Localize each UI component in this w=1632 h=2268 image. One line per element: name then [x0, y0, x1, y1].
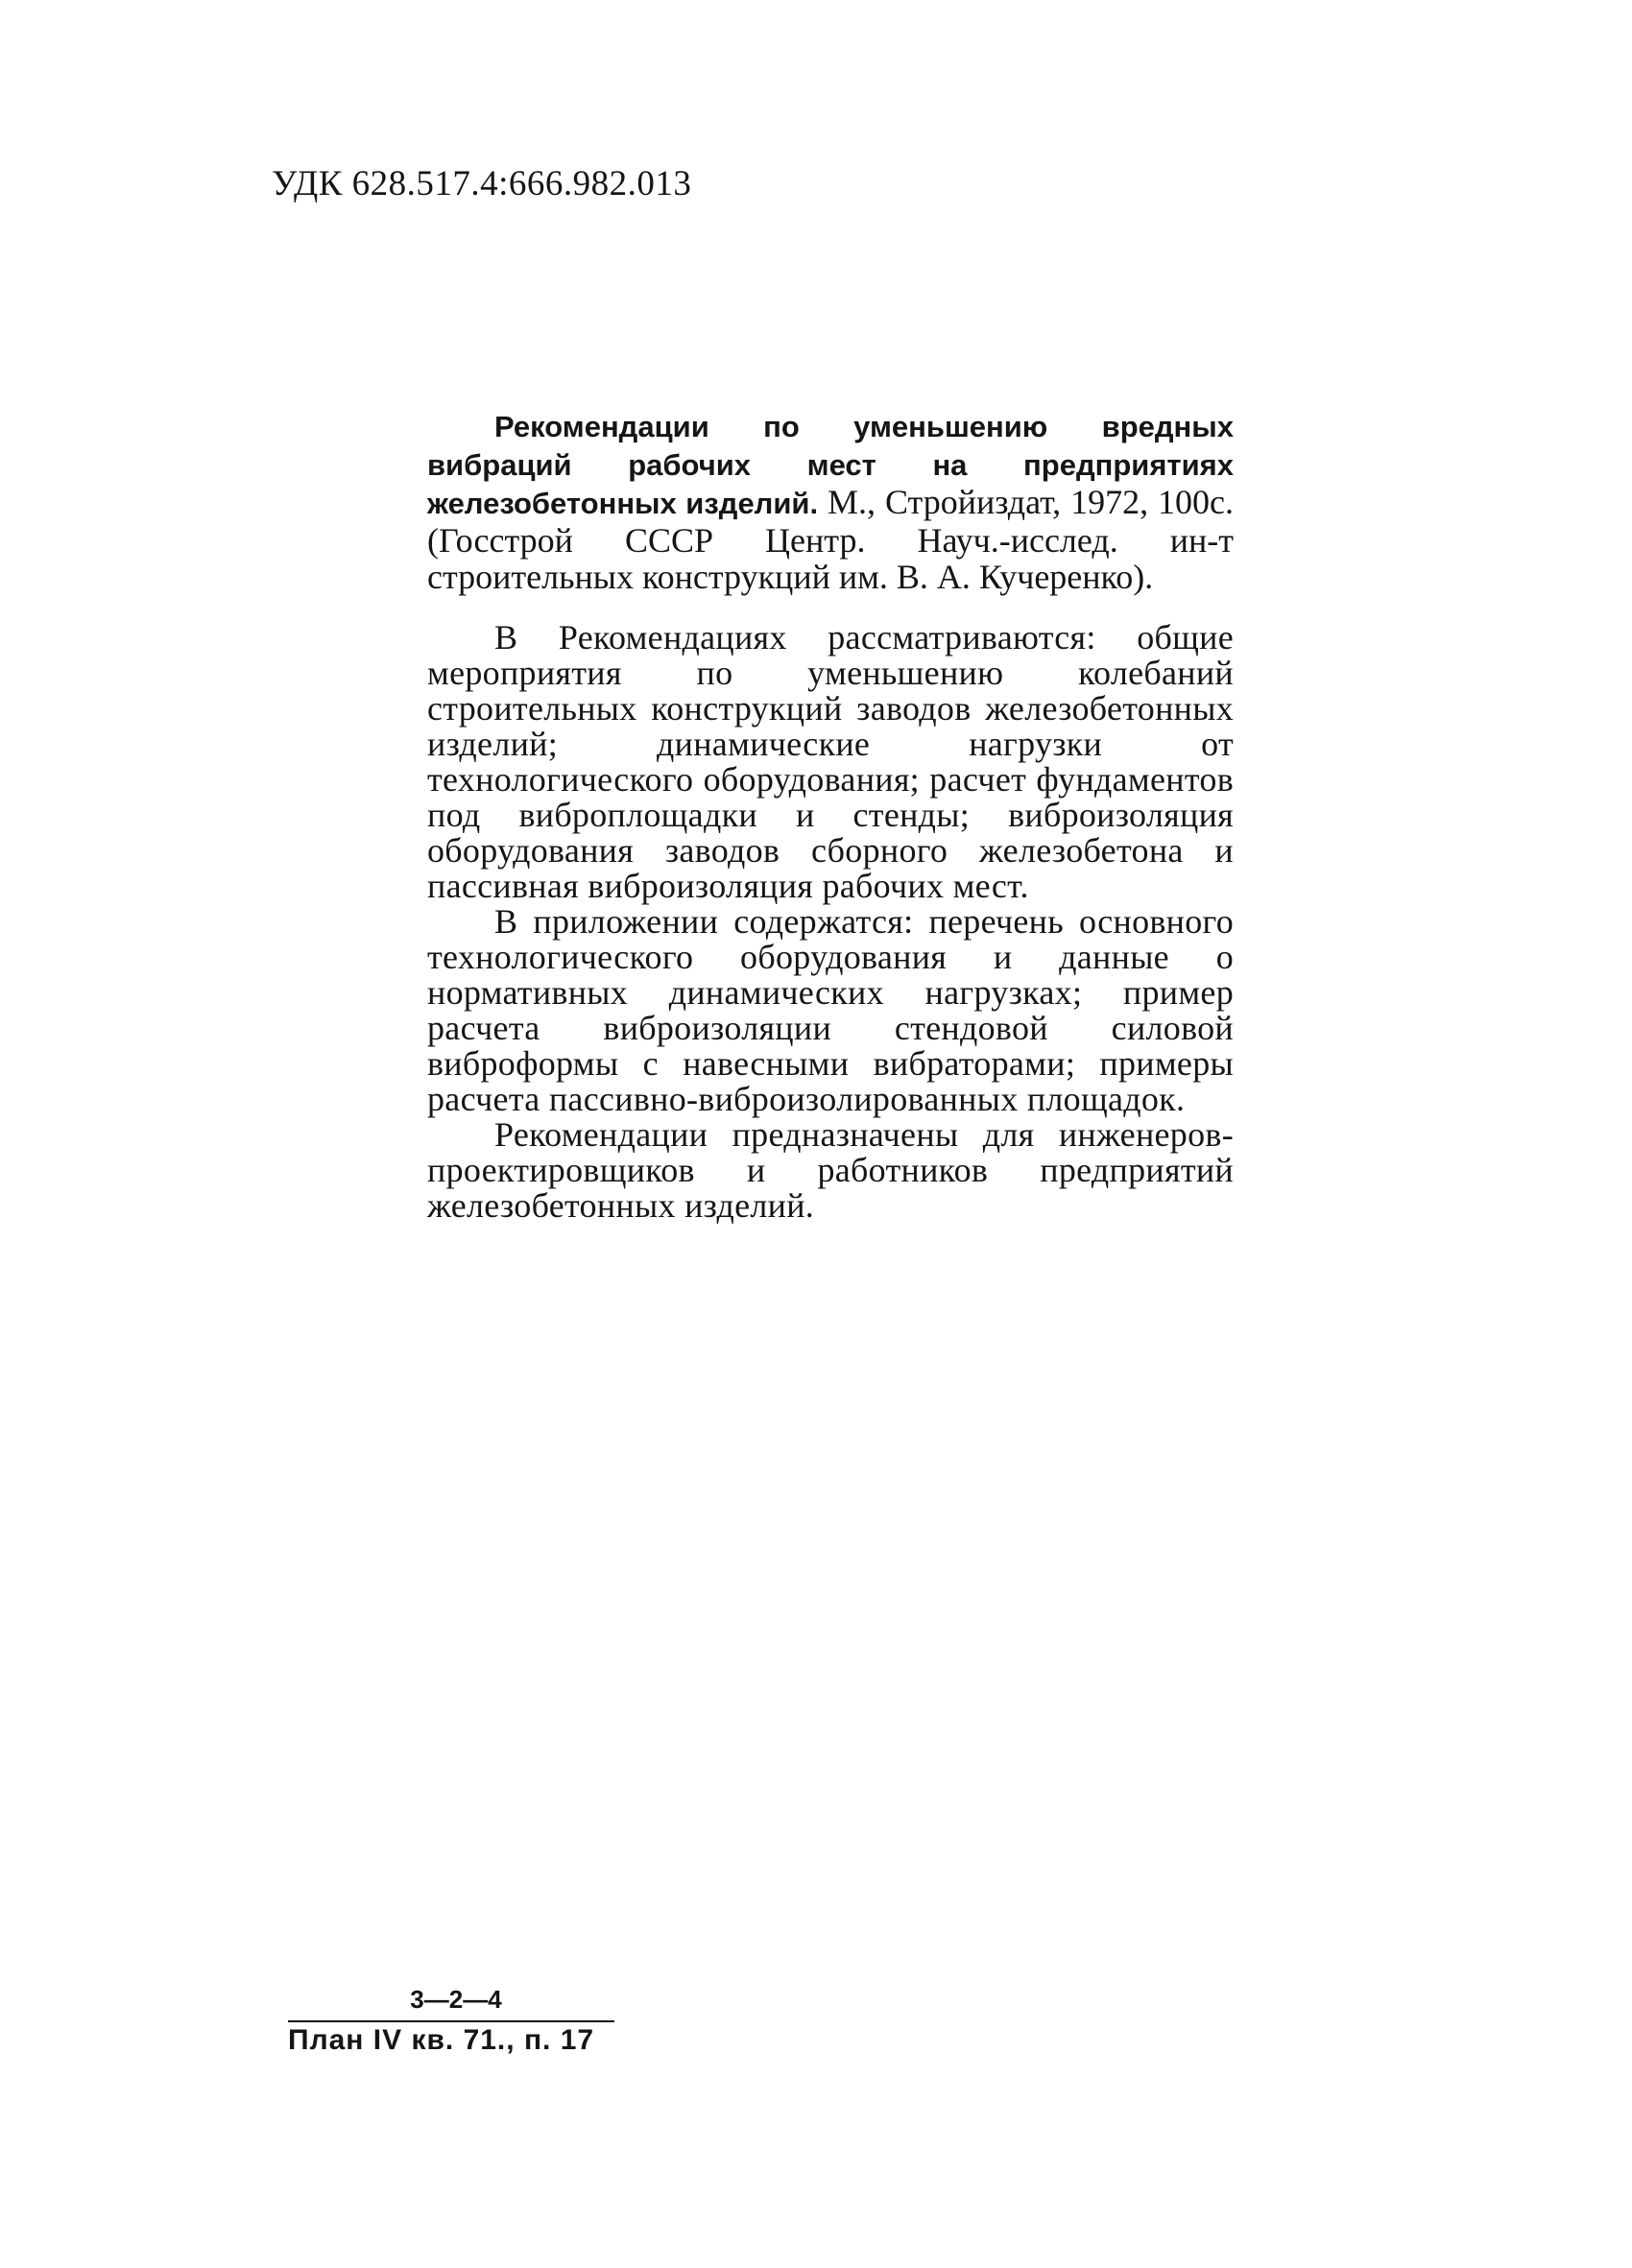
abstract-paragraph-contents: В Рекомендациях рассматриваются: общие мероприятия по уменьшению колебаний строительных конструкций заводов железобетонных изделий; динамические нагрузки от технологического оборудования; расчет фундаментов под виброплощадки и стенды; виброизоляция оборудования заводов сборного железобетона и пассивная виброизоляция рабочих мест.	[427, 618, 1234, 905]
publication-imprint: М., Стройиздат, 1972, 100с. (Госстрой СССР Центр. Науч.-исслед. ин-т строительных конструкций им. В. А. Кучеренко).	[427, 483, 1235, 596]
plan-text: План IV кв. 71., п. 17	[288, 2024, 595, 2056]
plan-code: 3—2—4	[288, 1985, 614, 2022]
abstract-paragraph-appendix: В приложении содержатся: перечень основного технологического оборудования и данные о нормативных динамических нагрузках; пример расчета виброизоляции стендовой силовой виброформы с навесными вибраторами; примеры расчета пассивно-виброизолированных площадок.	[427, 902, 1234, 1118]
publication-plan	[288, 1985, 634, 2057]
abstract-block	[427, 407, 1234, 1224]
document-title: Рекомендации по уменьшению вредных вибраций рабочих мест на предприятиях железобетонных изделий.	[427, 410, 1234, 520]
abstract-paragraph-audience: Рекомендации предназначены для инженеров-проектировщиков и работников предприятий железобетонных изделий.	[427, 1115, 1234, 1225]
bibliographic-entry	[427, 407, 1234, 595]
udk-code: УДК 628.517.4:666.982.013	[272, 164, 692, 203]
